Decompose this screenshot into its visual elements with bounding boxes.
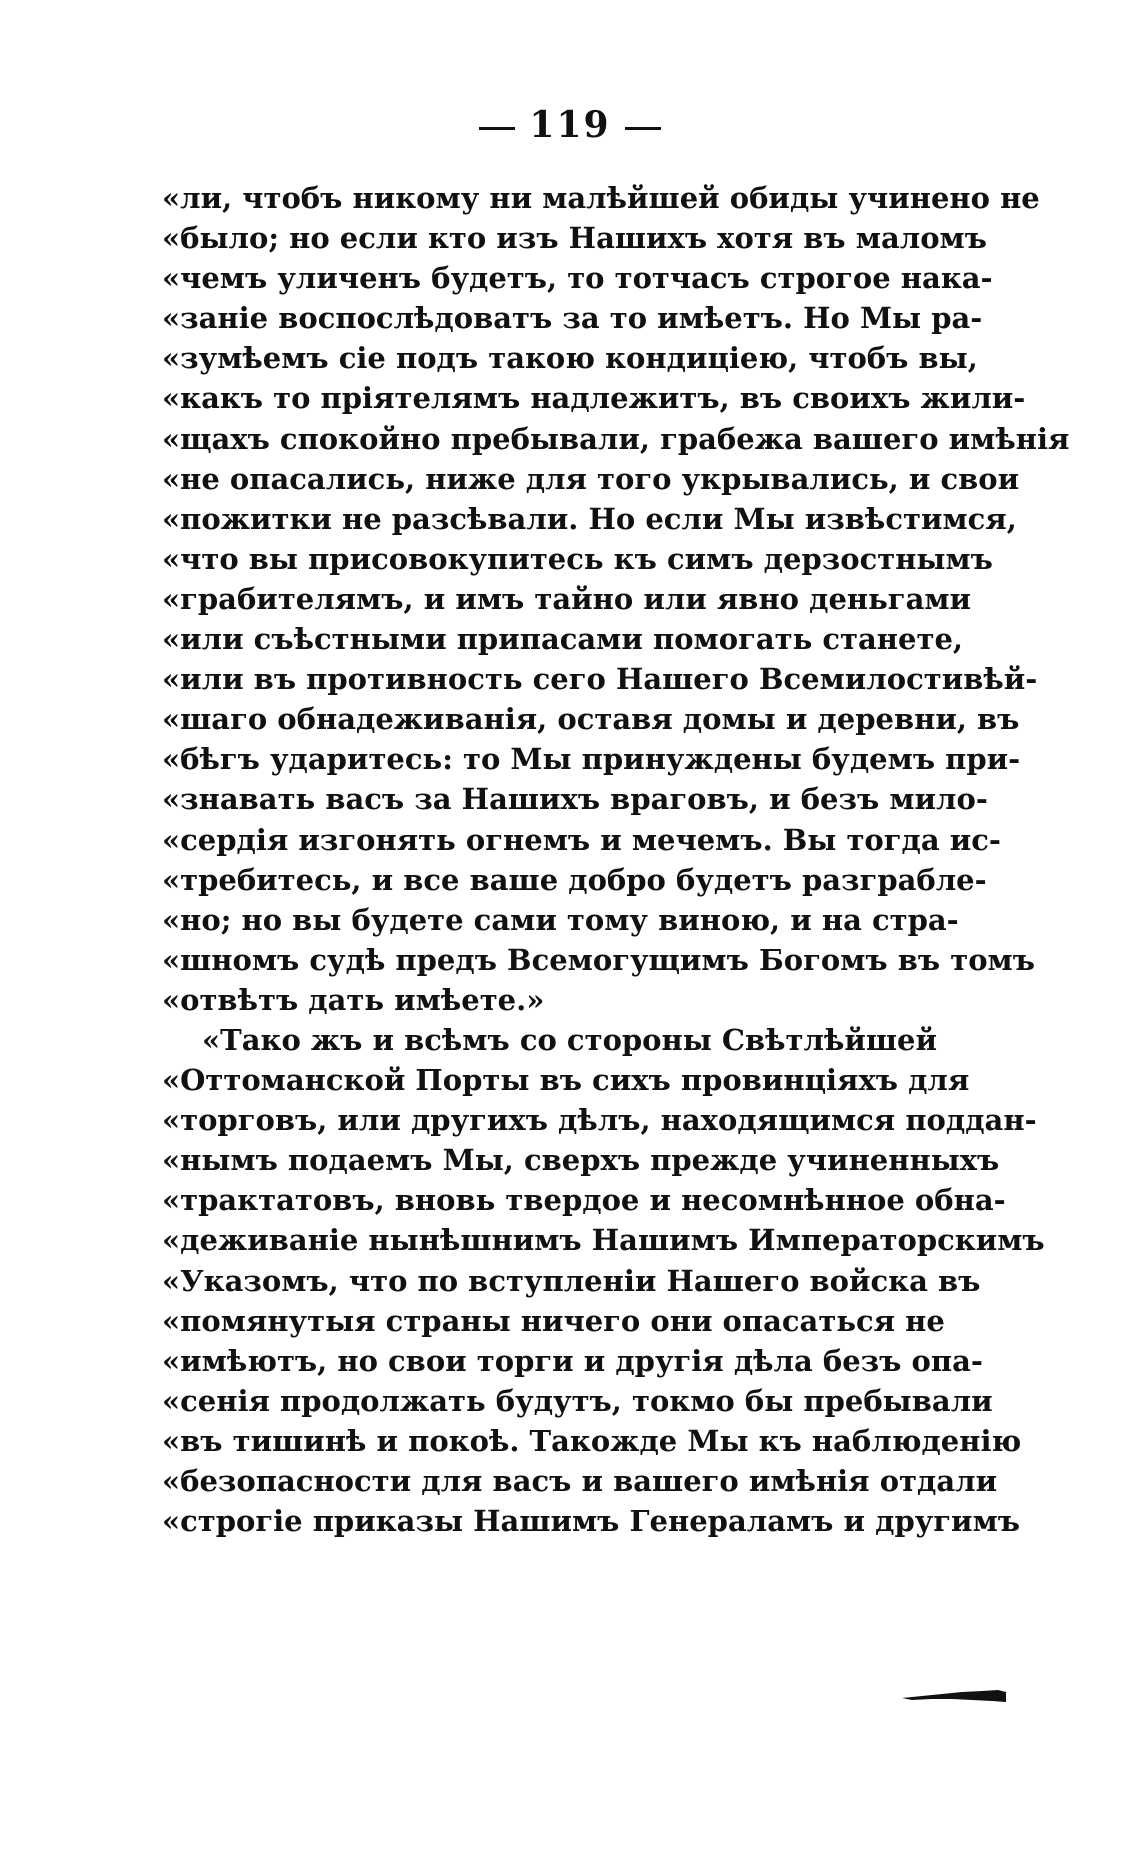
text-line: «какъ то пріятелямъ надлежитъ, въ своихъ жили- — [162, 381, 1026, 416]
text-line: «требитесь, и все ваше добро будетъ разграбле- — [162, 862, 987, 897]
text-line: «ли, чтобъ никому ни малѣйшей обиды учинено не — [162, 181, 1040, 215]
text-line: «пожитки не разсѣвали. Но если Мы извѣстимся, — [162, 501, 1017, 536]
text-line: «бѣгъ ударитесь: то Мы принуждены будемъ при- — [162, 742, 1021, 777]
text-line: «отвѣтъ дать имѣете.» — [162, 982, 545, 1017]
text-line: «Указомъ, что по вступленіи Нашего войска въ — [162, 1263, 981, 1298]
paragraph-1 — [162, 178, 1070, 1020]
text-line: «заніе воспослѣдоватъ за то имѣетъ. Но Мы ра- — [162, 301, 983, 336]
text-line: «сенія продолжать будутъ, токмо бы пребывали — [162, 1383, 993, 1418]
text-line: «или въ противность сего Нашего Всемилостивѣй- — [162, 662, 1038, 697]
text-line: «въ тишинѣ и покоѣ. Такожде Мы къ наблюденію — [162, 1423, 1022, 1458]
ink-smudge — [902, 1690, 1006, 1702]
text-line: «безопасности для васъ и вашего имѣнія отдали — [162, 1464, 998, 1498]
text-line: «чемъ уличенъ будетъ, то тотчасъ строгое нака- — [162, 261, 993, 296]
text-line: «что вы присовокупитесь къ симъ дерзостнымъ — [162, 541, 993, 576]
text-line: «знавать васъ за Нашихъ враговъ, и безъ мило- — [162, 782, 988, 817]
text-line: «деживаніе нынѣшнимъ Нашимъ Императорскимъ — [162, 1223, 1045, 1258]
text-line: «грабителямъ, и имъ тайно или явно деньгами — [162, 581, 972, 616]
text-line: «было; но если кто изъ Нашихъ хотя въ маломъ — [162, 221, 987, 256]
text-line: «помянутыя страны ничего они опасаться не — [162, 1303, 945, 1338]
text-line: «имѣютъ, но свои торги и другія дѣла безъ опа- — [162, 1343, 983, 1378]
text-line: «не опасались, ниже для того укрывались, и свои — [162, 461, 1020, 496]
text-line: «щахъ спокойно пребывали, грабежа вашего имѣнія — [162, 421, 1070, 456]
text-line: «зумѣемъ сіе подъ такою кондиціею, чтобъ вы, — [162, 341, 978, 376]
text-line: «шномъ судѣ предъ Всемогущимъ Богомъ въ томъ — [162, 942, 1035, 977]
text-line: «сердія изгонять огнемъ и мечемъ. Вы тогда ис- — [162, 822, 1001, 857]
page-number: 119 — [529, 104, 611, 146]
text-line: «строгіе приказы Нашимъ Генераламъ и другимъ — [162, 1504, 1021, 1539]
paragraph-2 — [162, 1020, 1045, 1541]
text-line: «или съѣстными припасами помогать станете, — [162, 622, 963, 657]
text-line: «торговъ, или другихъ дѣлъ, находящимся поддан- — [162, 1103, 1037, 1138]
text-line: «Тако жъ и всѣмъ со стороны Свѣтлѣйшей — [202, 1022, 937, 1057]
header-dash-right — [625, 127, 661, 130]
text-line: «трактатовъ, вновь твердое и несомнѣнное обна- — [162, 1183, 1006, 1218]
text-line: «нымъ подаемъ Мы, сверхъ прежде учиненныхъ — [162, 1143, 1000, 1178]
text-line: «Оттоманской Порты въ сихъ провинціяхъ для — [162, 1063, 970, 1098]
text-line: «шаго обнадеживанія, оставя домы и деревни, въ — [162, 702, 1020, 737]
page-header — [0, 104, 1140, 146]
text-line: «но; но вы будете сами тому виною, и на стра- — [162, 902, 959, 937]
header-dash-left — [479, 127, 515, 130]
page-body — [162, 178, 1070, 1541]
